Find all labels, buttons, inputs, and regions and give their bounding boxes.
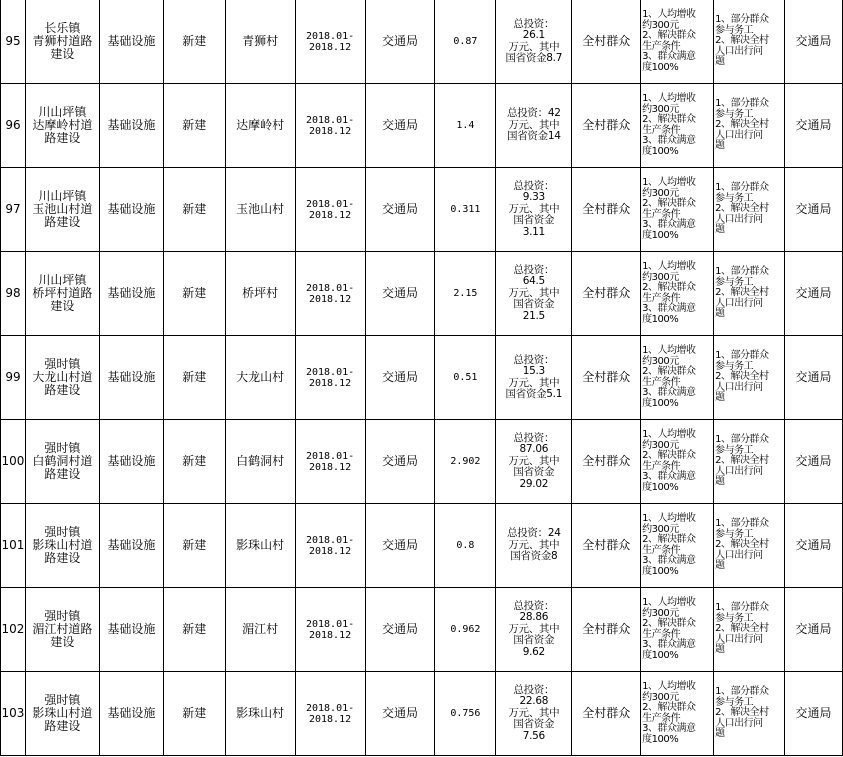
responsible-dept: 交通局 [365, 168, 435, 252]
responsible-dept: 交通局 [365, 0, 435, 84]
row-number: 96 [1, 84, 26, 168]
construction-period: 2018.01- 2018.12 [295, 0, 365, 84]
construction-type: 新建 [163, 84, 225, 168]
performance-goals: 1、人均增收 约300元 2、解决群众 生产条件 3、群众满意 度100% [641, 252, 714, 336]
village-name: 大龙山村 [225, 336, 295, 420]
benefit-mechanism: 1、部分群众 参与务工 2、解决全村 人口出行问 题 [714, 336, 785, 420]
village-name: 玉池山村 [225, 168, 295, 252]
row-number: 95 [1, 0, 26, 84]
table-row [1, 84, 843, 168]
funding-detail: 总投资： 26.1 万元、其中 国省资金8.7 [496, 0, 572, 84]
beneficiary: 全村群众 [572, 168, 641, 252]
fund-amount: 2.902 [435, 420, 496, 504]
performance-goals: 1、人均增收 约300元 2、解决群众 生产条件 3、群众满意 度100% [641, 0, 714, 84]
project-category: 基础设施 [99, 252, 163, 336]
responsible-dept: 交通局 [365, 420, 435, 504]
fund-amount: 0.8 [435, 504, 496, 588]
owner-dept: 交通局 [784, 0, 842, 84]
funding-detail: 总投资： 15.3 万元、其中 国省资金5.1 [496, 336, 572, 420]
benefit-mechanism: 1、部分群众 参与务工 2、解决全村 人口出行问 题 [714, 420, 785, 504]
owner-dept: 交通局 [784, 252, 842, 336]
table-row [1, 672, 843, 756]
construction-type: 新建 [163, 252, 225, 336]
funding-detail: 总投资：42 万元、其中 国省资金14 [496, 84, 572, 168]
table-row [1, 168, 843, 252]
construction-type: 新建 [163, 588, 225, 672]
owner-dept: 交通局 [784, 420, 842, 504]
row-number: 97 [1, 168, 26, 252]
construction-period: 2018.01- 2018.12 [295, 168, 365, 252]
responsible-dept: 交通局 [365, 336, 435, 420]
construction-type: 新建 [163, 672, 225, 756]
construction-type: 新建 [163, 0, 225, 84]
performance-goals: 1、人均增收 约300元 2、解决群众 生产条件 3、群众满意 度100% [641, 420, 714, 504]
responsible-dept: 交通局 [365, 672, 435, 756]
performance-goals: 1、人均增收 约300元 2、解决群众 生产条件 3、群众满意 度100% [641, 84, 714, 168]
construction-type: 新建 [163, 504, 225, 588]
project-name: 长乐镇 青狮村道路 建设 [25, 0, 99, 84]
village-name: 白鹤洞村 [225, 420, 295, 504]
beneficiary: 全村群众 [572, 252, 641, 336]
responsible-dept: 交通局 [365, 588, 435, 672]
beneficiary: 全村群众 [572, 420, 641, 504]
beneficiary: 全村群众 [572, 336, 641, 420]
construction-period: 2018.01- 2018.12 [295, 336, 365, 420]
project-category: 基础设施 [99, 672, 163, 756]
owner-dept: 交通局 [784, 672, 842, 756]
project-category: 基础设施 [99, 336, 163, 420]
village-name: 桥坪村 [225, 252, 295, 336]
beneficiary: 全村群众 [572, 0, 641, 84]
performance-goals: 1、人均增收 约300元 2、解决群众 生产条件 3、群众满意 度100% [641, 504, 714, 588]
row-number: 100 [1, 420, 26, 504]
table-row [1, 588, 843, 672]
project-name: 川山坪镇 玉池山村道 路建设 [25, 168, 99, 252]
benefit-mechanism: 1、部分群众 参与务工 2、解决全村 人口出行问 题 [714, 84, 785, 168]
benefit-mechanism: 1、部分群众 参与务工 2、解决全村 人口出行问 题 [714, 0, 785, 84]
project-name: 强时镇 影珠山村道 路建设 [25, 672, 99, 756]
funding-detail: 总投资： 22.68 万元、其中 国省资金 7.56 [496, 672, 572, 756]
construction-type: 新建 [163, 168, 225, 252]
row-number: 98 [1, 252, 26, 336]
funding-detail: 总投资： 87.06 万元、其中 国省资金 29.02 [496, 420, 572, 504]
project-category: 基础设施 [99, 588, 163, 672]
table-row [1, 504, 843, 588]
village-name: 湄江村 [225, 588, 295, 672]
village-name: 影珠山村 [225, 504, 295, 588]
beneficiary: 全村群众 [572, 588, 641, 672]
funding-detail: 总投资： 64.5 万元、其中 国省资金 21.5 [496, 252, 572, 336]
project-category: 基础设施 [99, 168, 163, 252]
responsible-dept: 交通局 [365, 252, 435, 336]
table-row [1, 252, 843, 336]
project-category: 基础设施 [99, 84, 163, 168]
fund-amount: 0.962 [435, 588, 496, 672]
benefit-mechanism: 1、部分群众 参与务工 2、解决全村 人口出行问 题 [714, 588, 785, 672]
fund-amount: 0.51 [435, 336, 496, 420]
funding-detail: 总投资： 28.86 万元、其中 国省资金 9.62 [496, 588, 572, 672]
project-name: 强时镇 大龙山村道 路建设 [25, 336, 99, 420]
owner-dept: 交通局 [784, 168, 842, 252]
project-name: 川山坪镇 达摩岭村道 路建设 [25, 84, 99, 168]
fund-amount: 1.4 [435, 84, 496, 168]
construction-period: 2018.01- 2018.12 [295, 672, 365, 756]
table-row [1, 420, 843, 504]
project-name: 强时镇 湄江村道路 建设 [25, 588, 99, 672]
project-category: 基础设施 [99, 420, 163, 504]
project-category: 基础设施 [99, 504, 163, 588]
owner-dept: 交通局 [784, 336, 842, 420]
village-name: 青狮村 [225, 0, 295, 84]
project-name: 川山坪镇 桥坪村道路 建设 [25, 252, 99, 336]
benefit-mechanism: 1、部分群众 参与务工 2、解决全村 人口出行问 题 [714, 672, 785, 756]
construction-type: 新建 [163, 336, 225, 420]
owner-dept: 交通局 [784, 588, 842, 672]
performance-goals: 1、人均增收 约300元 2、解决群众 生产条件 3、群众满意 度100% [641, 336, 714, 420]
construction-period: 2018.01- 2018.12 [295, 84, 365, 168]
benefit-mechanism: 1、部分群众 参与务工 2、解决全村 人口出行问 题 [714, 504, 785, 588]
funding-detail: 总投资： 9.33 万元、其中 国省资金 3.11 [496, 168, 572, 252]
fund-amount: 0.756 [435, 672, 496, 756]
beneficiary: 全村群众 [572, 504, 641, 588]
construction-period: 2018.01- 2018.12 [295, 420, 365, 504]
row-number: 103 [1, 672, 26, 756]
row-number: 101 [1, 504, 26, 588]
table-body [1, 0, 843, 756]
performance-goals: 1、人均增收 约300元 2、解决群众 生产条件 3、群众满意 度100% [641, 672, 714, 756]
village-name: 影珠山村 [225, 672, 295, 756]
responsible-dept: 交通局 [365, 504, 435, 588]
performance-goals: 1、人均增收 约300元 2、解决群众 生产条件 3、群众满意 度100% [641, 588, 714, 672]
fund-amount: 0.87 [435, 0, 496, 84]
table-row [1, 0, 843, 84]
funding-detail: 总投资：24 万元、其中 国省资金8 [496, 504, 572, 588]
owner-dept: 交通局 [784, 84, 842, 168]
construction-type: 新建 [163, 420, 225, 504]
construction-period: 2018.01- 2018.12 [295, 588, 365, 672]
project-category: 基础设施 [99, 0, 163, 84]
project-name: 强时镇 影珠山村道 路建设 [25, 504, 99, 588]
beneficiary: 全村群众 [572, 84, 641, 168]
fund-amount: 0.311 [435, 168, 496, 252]
beneficiary: 全村群众 [572, 672, 641, 756]
owner-dept: 交通局 [784, 504, 842, 588]
row-number: 102 [1, 588, 26, 672]
project-name: 强时镇 白鹤洞村道 路建设 [25, 420, 99, 504]
performance-goals: 1、人均增收 约300元 2、解决群众 生产条件 3、群众满意 度100% [641, 168, 714, 252]
construction-period: 2018.01- 2018.12 [295, 252, 365, 336]
responsible-dept: 交通局 [365, 84, 435, 168]
benefit-mechanism: 1、部分群众 参与务工 2、解决全村 人口出行问 题 [714, 168, 785, 252]
fund-amount: 2.15 [435, 252, 496, 336]
row-number: 99 [1, 336, 26, 420]
village-name: 达摩岭村 [225, 84, 295, 168]
table-row [1, 336, 843, 420]
construction-period: 2018.01- 2018.12 [295, 504, 365, 588]
benefit-mechanism: 1、部分群众 参与务工 2、解决全村 人口出行问 题 [714, 252, 785, 336]
